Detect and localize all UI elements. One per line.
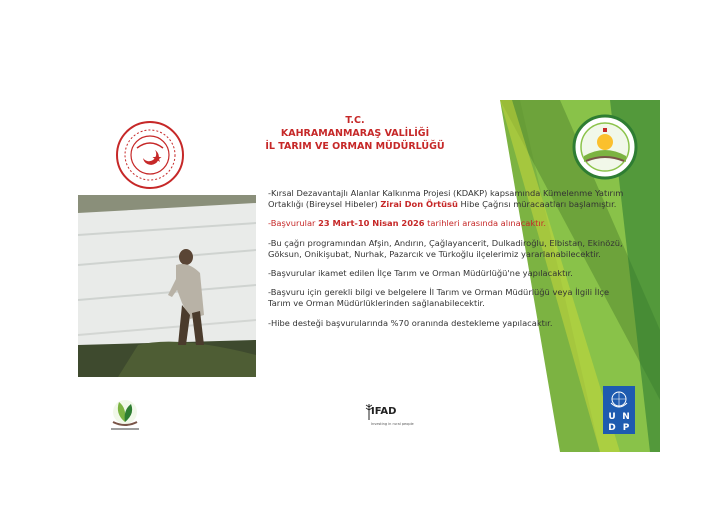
ifad-name: IFAD bbox=[371, 406, 397, 417]
header-line-governorship: KAHRAMANMARAŞ VALİLİĞİ bbox=[280, 128, 430, 139]
header-line-directorate: İL TARIM VE ORMAN MÜDÜRLÜĞÜ bbox=[265, 141, 445, 152]
paragraph-project-intro: -Kırsal Dezavantajlı Alanlar Kalkınma Projesi (KDAKP) kapsamında Kümelenme Yatırım Ortaklığı (Bireysel Hibeler) Zirai Don Örtüsü Hibe Çağrısı müracaatları başlamıştır. bbox=[268, 188, 624, 210]
undp-logo bbox=[603, 386, 635, 434]
undp-letter-p: P bbox=[622, 423, 630, 433]
header-title bbox=[235, 114, 475, 153]
ifad-logo bbox=[365, 398, 435, 434]
ifad-tagline: Investing in rural people bbox=[371, 422, 414, 426]
directorate-emblem-logo bbox=[572, 114, 638, 180]
paragraph-documents: -Başvuru için gerekli bilgi ve belgelere İl Tarım ve Orman Müdürlüğü veya İlgili İlçe Tarım ve Orman Müdürlüklerinden sağlanabilecektir. bbox=[268, 287, 610, 309]
project-leaf-logo bbox=[105, 394, 145, 434]
announcement-body bbox=[268, 188, 628, 337]
header-line-tc: T.C. bbox=[345, 115, 365, 126]
announcement-slide bbox=[75, 100, 660, 452]
paragraph-support-rate: -Hibe desteği başvurularında %70 oranında destekleme yapılacaktır. bbox=[268, 317, 553, 328]
ministry-seal-logo bbox=[115, 120, 185, 190]
un-emblem-icon bbox=[607, 389, 631, 411]
highlight-dates: 23 Mart-10 Nisan 2026 bbox=[318, 218, 425, 229]
undp-letter-n: N bbox=[622, 412, 630, 422]
undp-letter-u: U bbox=[608, 412, 616, 422]
paragraph-where-to-apply: -Başvurular ikamet edilen İlçe Tarım ve Orman Müdürlüğü'ne yapılacaktır. bbox=[268, 268, 573, 279]
field-frost-cover-photo bbox=[78, 195, 256, 377]
paragraph-application-dates: -Başvurular 23 Mart-10 Nisan 2026 tarihleri arasında alınacaktır. bbox=[268, 218, 547, 229]
highlight-frost-cover: Zirai Don Örtüsü bbox=[380, 199, 458, 210]
paragraph-districts: -Bu çağrı programından Afşin, Andırın, Çağlayancerit, Dulkadiroğlu, Elbistan, Ekinözü, Göksun, Onikişubat, Nurhak, Pazarcık ve Türkoğlu ilçelerimiz yararlanabilecektir. bbox=[268, 237, 623, 259]
undp-letter-d: D bbox=[608, 423, 616, 433]
